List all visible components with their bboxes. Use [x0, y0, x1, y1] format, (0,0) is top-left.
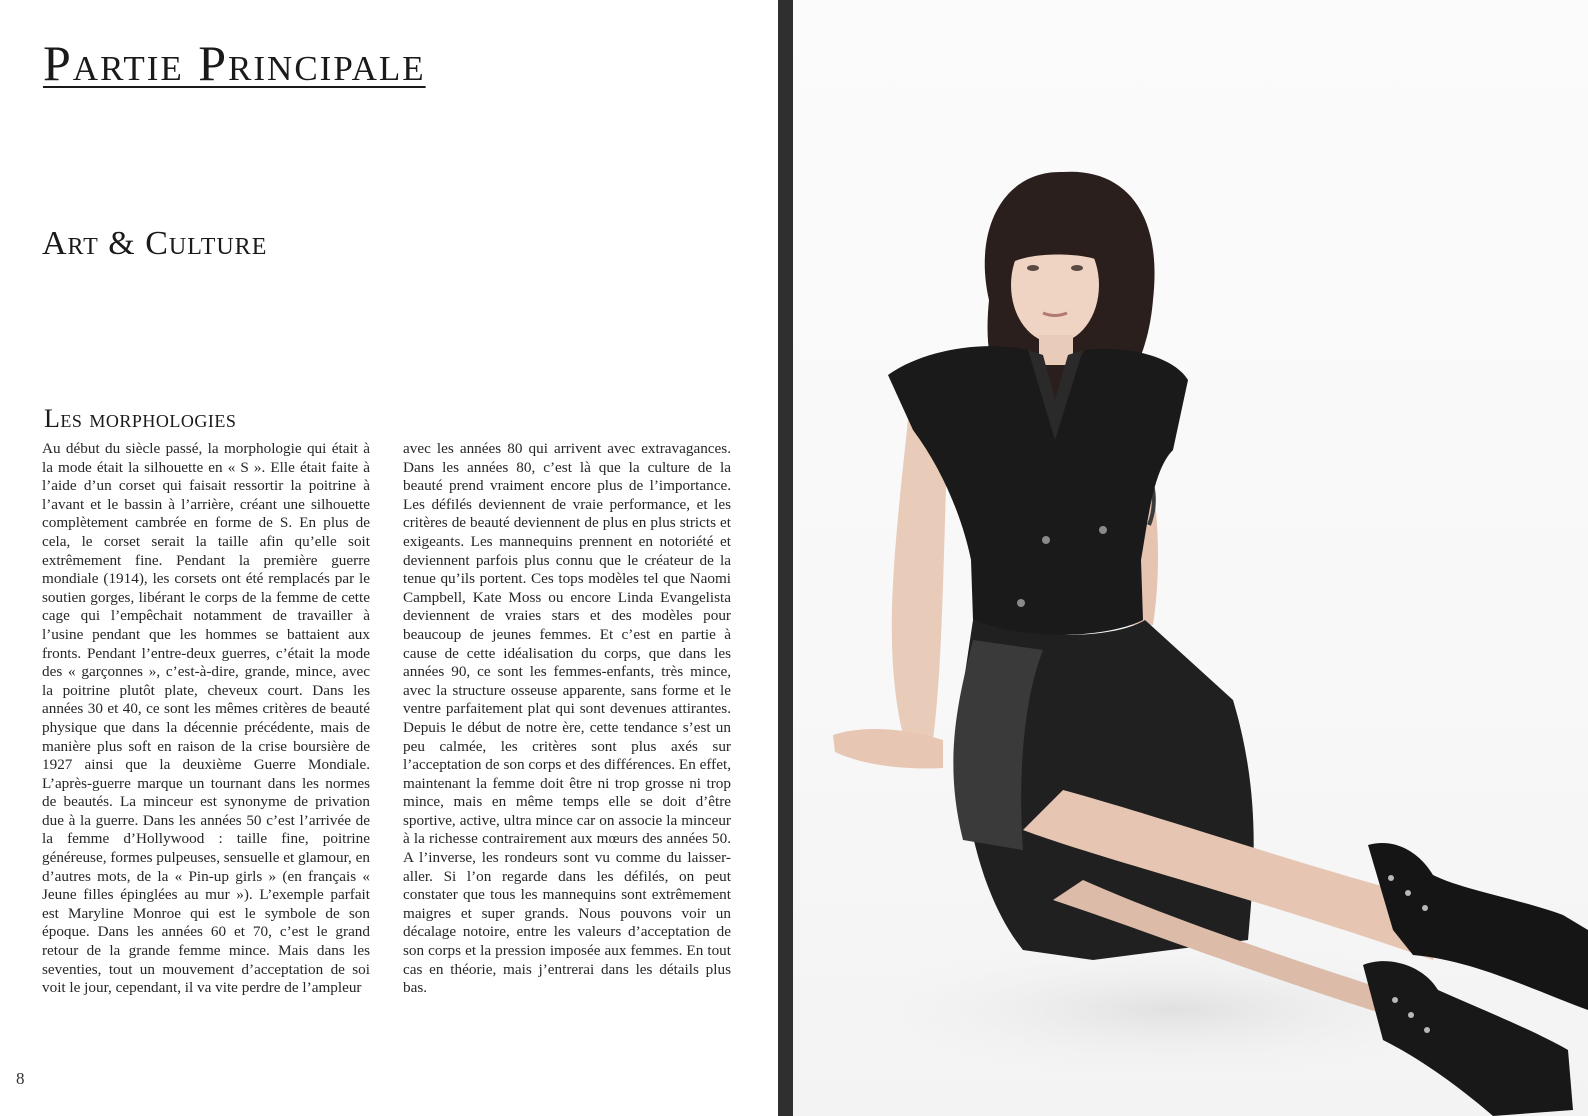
- right-page: [793, 0, 1588, 1116]
- section-title: Partie Principale: [43, 35, 426, 91]
- category-title: Art & Culture: [42, 225, 268, 262]
- article-column-1: Au début du siècle passé, la morphologie qui était à la mode était la silhouette en « S ». Elle était faite à l’aide d’un corset qui faisait ressortir la poitrine à l’avant et le bassin à l’arrière, créant une silhouette complètement cambrée en forme de S. En plus de cela, le corset serait la taille afin qu’elle soit extrêmement fine. Pendant la première guerre mondiale (1914), les corsets ont été remplacés par le soutien gorges, libérant le corps de la femme de cette cage qui l’empêchait notamment de travailler à l’usine pendant que les hommes se battaient aux fronts. Pendant l’entre-deux guerres, c’était la mode des « garçonnes », c’est-à-dire, grande, mince, avec la poitrine plutôt plate, cheveux court. Dans les années 30 et 40, ce sont les mêmes critères de beauté physique que dans la décennie précédente, mais de manière plus soft en raison de la crise boursière de 1927 ainsi que la deuxième Guerre Mondiale. L’après-guerre marque un tournant dans les normes de beautés. La minceur est synonyme de privation due à la guerre. Dans les années 50 c’est l’arrivée de la femme d’Hollywood : taille fine, poitrine généreuse, formes pulpeuses, sensuelle et glamour, en d’autres mots, de la « Pin-up girls » (en français « Jeune filles épinglées au mur »). L’exemple parfait est Maryline Monroe qui est le symbole de son époque. Dans les années 60 et 70, c’est le grand retour de la grande femme mince. Mais dans les seventies, tout un mouvement d’acceptation de soi voit le jour, cependant, il va vite perdre de l’ampleur: [42, 440, 370, 997]
- model-photo: [793, 0, 1588, 1116]
- left-page: [0, 0, 780, 1116]
- page-number: 8: [16, 1069, 25, 1088]
- article-heading: Les morphologies: [44, 404, 237, 433]
- page-spine: [778, 0, 793, 1116]
- article-column-2: avec les années 80 qui arrivent avec extravagances. Dans les années 80, c’est là que la culture de la beauté prend vraiment encore plus de l’importance. Les défilés deviennent de vraie performance, et les critères de beauté deviennent de plus en plus stricts et exigeants. Les mannequins prennent en notoriété et deviennent parfois plus connu que le créateur de la tenue qu’ils portent. Ces tops modèles tel que Naomi Campbell, Kate Moss ou encore Linda Evangelista deviennent de vraies stars et des modèles pour beaucoup de jeunes femmes. Et c’est en partie à cause de cette idéalisation du corps, que dans les années 90, ce sont les femmes-enfants, très mince, avec la structure osseuse apparente, sans forme et le ventre parfaitement plat qui sont devenues attirantes. Depuis le début de notre ère, cette tendance s’est un peu calmée, les critères sont plus axés sur l’acceptation de son corps et des différences. En effet, maintenant la femme doit être ni trop grosse ni trop mince, mais en même temps elle se doit d’être sportive, active, ultra mince car on associe la minceur à la richesse contrairement aux mœurs des années 50. A l’inverse, les rondeurs sont vu comme du laisser-aller. Si l’on regarde dans les défilés, on peut constater que tous les mannequins sont extrêmement maigres et super grands. Nous pouvons voir un décalage notoire, entre les valeurs d’acceptation de son corps et la pression imposée aux femmes. En tout cas en théorie, mais j’entrerai dans les détails plus bas.: [403, 440, 731, 997]
